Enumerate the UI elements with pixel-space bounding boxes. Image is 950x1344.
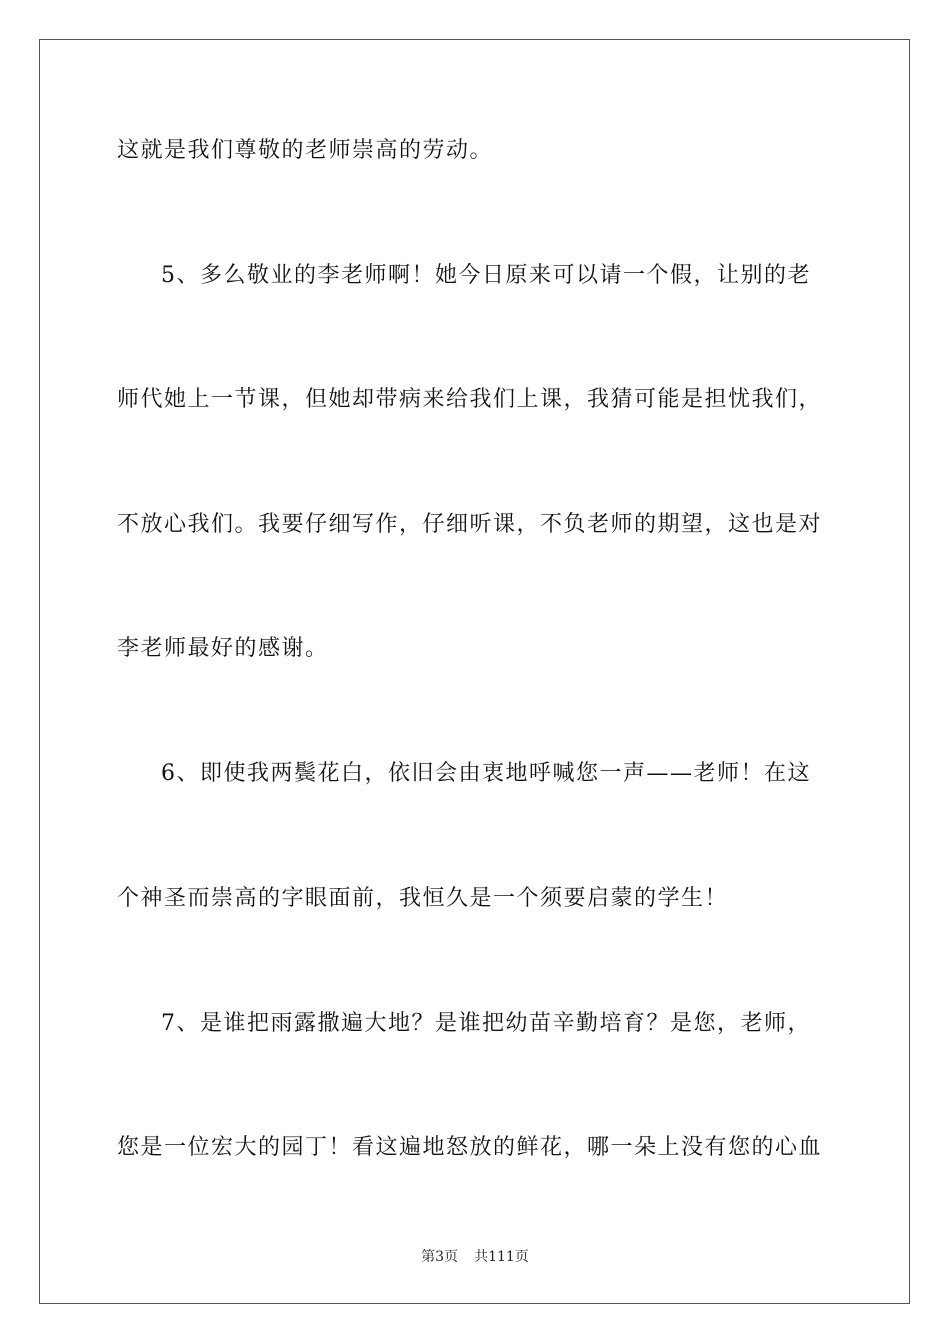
page-number: 第3页 bbox=[421, 1249, 459, 1265]
paragraph-line: 7、是谁把雨露撒遍大地？是谁把幼苗辛勤培育？是您，老师， bbox=[161, 1011, 811, 1036]
paragraph-line: 6、即使我两鬓花白，依旧会由衷地呼喊您一声——老师！在这 bbox=[161, 761, 811, 786]
paragraph-line: 李老师最好的感谢。 bbox=[117, 636, 329, 661]
paragraph-line: 师代她上一节课，但她却带病来给我们上课，我猜可能是担忧我们， bbox=[117, 387, 823, 412]
page-frame bbox=[39, 39, 910, 1304]
page-footer bbox=[0, 1247, 950, 1267]
paragraph-line: 不放心我们。我要仔细写作，仔细听课，不负老师的期望，这也是对 bbox=[117, 512, 823, 537]
paragraph-line: 5、多么敬业的李老师啊！她今日原来可以请一个假，让别的老 bbox=[161, 263, 811, 288]
paragraph-line: 这就是我们尊敬的老师崇高的劳动。 bbox=[117, 138, 494, 163]
paragraph-line: 个神圣而崇高的字眼面前，我恒久是一个须要启蒙的学生！ bbox=[117, 886, 729, 911]
paragraph-line: 您是一位宏大的园丁！看这遍地怒放的鲜花，哪一朵上没有您的心血 bbox=[117, 1135, 823, 1160]
page-total: 共111页 bbox=[474, 1249, 529, 1265]
